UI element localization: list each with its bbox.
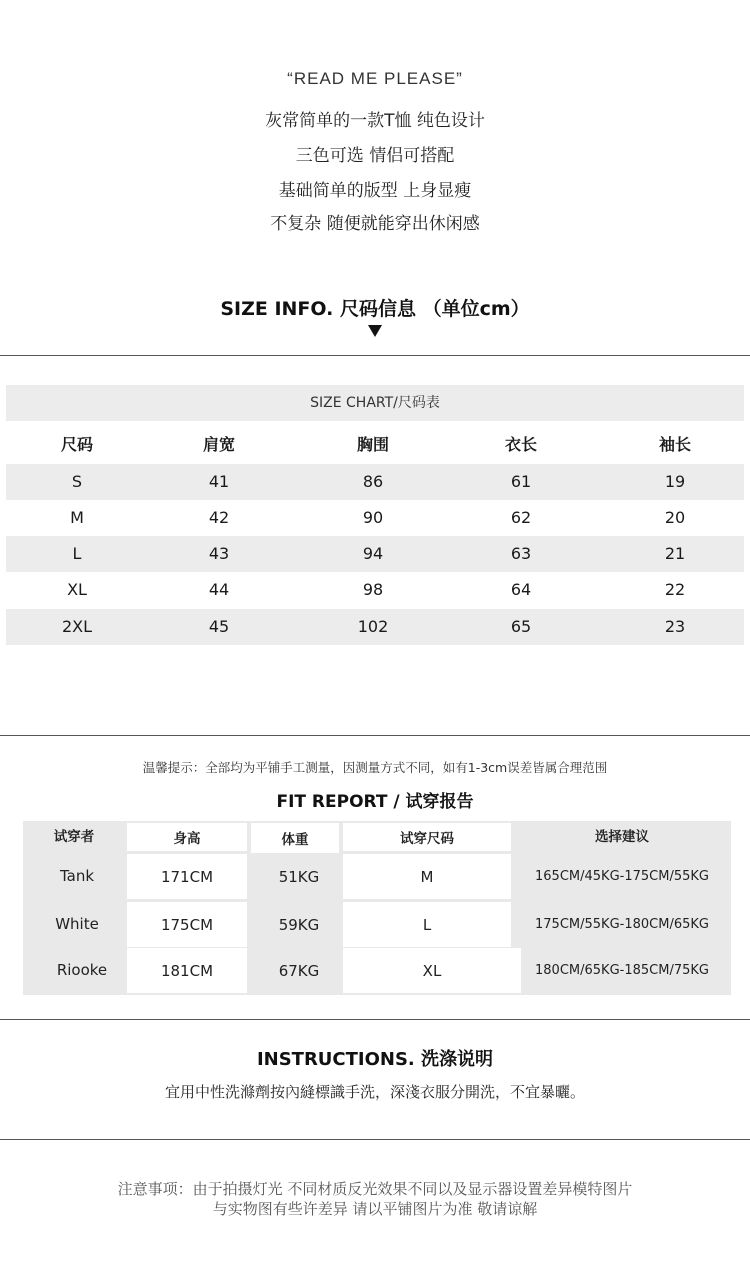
table-row [6,464,744,500]
measurement-note: 温馨提示：全部均为平铺手工测量，因测量方式不同，如有1-3cm误差皆属合理范围 [142,760,608,775]
divider [0,1019,750,1020]
fit-report-title: FIT REPORT / 试穿报告 [276,792,474,812]
table-cell: 63 [510,544,532,563]
table-cell: 94 [362,544,384,563]
table-cell: 21 [664,544,686,563]
header-cell: 体重 [251,823,339,853]
size-info-title: SIZE INFO. 尺码信息 （单位cm） [220,298,530,320]
size-chart-title: SIZE CHART/尺码表 [6,385,744,421]
intro-line: 三色可选 情侣可搭配 [295,146,455,166]
table-cell: 102 [357,617,389,636]
header-cell: 衣长 [504,435,537,454]
table-cell: 65 [510,617,532,636]
table-cell: L [72,544,82,563]
header-cell: 肩宽 [202,435,235,454]
table-cell: 62 [510,508,532,527]
table-cell: XL [67,580,87,599]
table-cell: 42 [208,508,230,527]
table-cell: 2XL [61,617,93,636]
table-row [6,500,744,536]
header-cell: 身高 [127,823,247,851]
header-cell: 选择建议 [595,829,649,845]
table-cell: S [71,472,83,491]
size-table-header [6,427,744,463]
table-row [6,572,744,608]
divider [0,735,750,736]
read-me-tagline: “READ ME PLEASE” [287,69,463,88]
arrow-down-icon [368,325,382,337]
table-cell: 51KG [278,867,320,886]
header-cell: 试穿尺码 [343,823,511,851]
table-cell: 59KG [278,915,320,934]
footer-note: 与实物图有些许差异 请以平铺图片为准 敬请谅解 [212,1200,538,1218]
table-cell: 181CM [127,948,247,993]
intro-line: 不复杂 随便就能穿出休闲感 [270,214,480,234]
table-cell: Tank [59,867,95,885]
intro-line: 基础简单的版型 上身显瘦 [278,181,472,201]
intro-line: 灰常简单的一款T恤 纯色设计 [265,111,485,131]
table-cell: 180CM/65KG-185CM/75KG [535,963,709,978]
table-cell: 175CM [127,902,247,947]
fit-report-table [23,821,731,995]
divider [0,1139,750,1140]
header-cell: 试穿者 [53,829,95,845]
table-cell: 20 [664,508,686,527]
table-cell: 171CM [127,854,247,899]
header-cell: 袖长 [658,435,691,454]
footer-note: 注意事项：由于拍摄灯光 不同材质反光效果不同以及显示器设置差异模特图片 [117,1180,633,1198]
table-cell: 43 [208,544,230,563]
table-cell: 19 [664,472,686,491]
instructions-title: INSTRUCTIONS. 洗涤说明 [256,1049,494,1070]
table-row [6,536,744,572]
table-cell: 175CM/55KG-180CM/65KG [535,917,709,932]
header-cell: 尺码 [60,435,93,454]
table-cell: XL [343,948,521,993]
table-cell: 44 [208,580,230,599]
table-cell: 98 [362,580,384,599]
table-cell: 165CM/45KG-175CM/55KG [535,869,709,884]
instructions-text: 宜用中性洗滌劑按內縫標識手洗，深淺衣服分開洗，不宜暴曬。 [164,1083,585,1101]
table-cell: 41 [208,472,230,491]
table-cell: 90 [362,508,384,527]
table-cell: 86 [362,472,384,491]
table-cell: M [70,508,84,527]
table-cell: White [55,915,99,933]
table-cell: L [343,902,511,947]
table-cell: 22 [664,580,686,599]
table-cell: M [343,854,511,899]
table-cell: 23 [664,617,686,636]
table-row [6,609,744,645]
table-cell: 61 [510,472,532,491]
header-cell: 胸围 [356,435,389,454]
table-cell: 67KG [278,961,320,980]
table-cell: 64 [510,580,532,599]
table-cell: 45 [208,617,230,636]
table-cell: Riooke [56,961,108,979]
divider [0,355,750,356]
